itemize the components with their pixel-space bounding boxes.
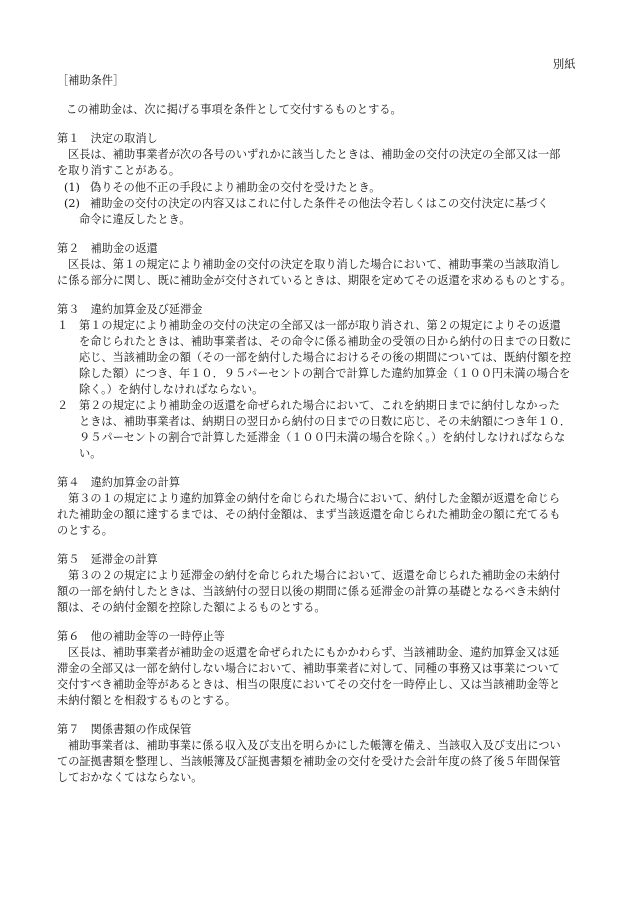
intro-text: この補助金は、次に掲げる事項を条件として交付するものとする。	[66, 103, 402, 116]
attachment-label: 別紙	[553, 58, 576, 71]
section-6-line-4: 未納付額とを相殺するものとする。	[57, 694, 237, 707]
section-3-item-2-line-3: ９５パーセントの割合で計算した延滞金（１００円未満の場合を除く。）を納付しなければならな	[79, 431, 566, 444]
section-4-title: 第４ 違約加算金の計算	[57, 476, 181, 489]
section-6-line-3: 交付すべき補助金等があるときは、相当の限度においてその交付を一時停止し、又は当該補助金等と	[57, 678, 561, 691]
section-3-title: 第３ 違約加算金及び延滞金	[57, 303, 203, 316]
section-4-line-1: 第３の１の規定により違約加算金の納付を命じられた場合において、納付した金額が返還を命じら	[68, 492, 561, 505]
conditions-heading: ［補助条件］	[57, 74, 125, 87]
section-3-item-1-line-2: を命じられたときは、補助事業者は、その命令に係る補助金の受領の日から納付の日までの日数に	[79, 335, 572, 348]
section-2-title: 第２ 補助金の返還	[57, 242, 158, 255]
section-3-item-1-line-3: 応じ、当該補助金の額（その一部を納付した場合におけるその後の期間については、既納付額を控	[79, 351, 572, 364]
section-7-title: 第７ 関係書類の作成保管	[57, 723, 192, 736]
section-3-item-1-line-5: 除く。）を納付しなければならない。	[79, 383, 264, 396]
section-1-line-1: 区長は、補助事業者が次の各号のいずれかに該当したときは、補助金の交付の決定の全部又は一部	[68, 148, 561, 161]
section-1-line-2: を取り消すことがある。	[57, 164, 181, 177]
section-4-line-2: れた補助金の額に達するまでは、その納付金額は、まず当該返還を命じられた補助金の額に充てるも	[57, 508, 561, 521]
section-1-item-1-text: 偽りその他不正の手段により補助金の交付を受けたとき。	[90, 181, 381, 194]
section-1-item-2-line-1: 補助金の交付の決定の内容又はこれに付した条件その他法令若しくはこの交付決定に基づく	[90, 197, 549, 210]
section-4-line-3: のとする。	[57, 524, 113, 537]
section-7-line-3: しておかなくてはならない。	[57, 771, 203, 784]
section-1-item-2-line-2: 命令に違反したとき。	[79, 213, 191, 226]
section-3-item-1-line-1: 第１の規定により補助金の交付の決定の全部又は一部が取り消され、第２の規定によりその返還	[79, 319, 561, 332]
section-3-item-2-line-2: ときは、補助事業者は、納期日の翌日から納付の日までの日数に応じ、その未納額につき年１０．	[79, 415, 572, 428]
section-5-title: 第５ 延滞金の計算	[57, 553, 158, 566]
section-7-line-2: ての証拠書類を整理し、当該帳簿及び証拠書類を補助金の交付を受けた会計年度の終了後５年間保管	[57, 755, 561, 768]
section-7-line-1: 補助事業者は、補助事業に係る収入及び支出を明らかにした帳簿を備え、当該収入及び支出につい	[68, 739, 561, 752]
section-6-title: 第６ 他の補助金等の一時停止等	[57, 630, 225, 643]
section-3-item-2-line-4: い。	[79, 447, 102, 460]
section-5-line-1: 第３の２の規定により延滞金の納付を命じられた場合において、返還を命じられた補助金の未納付	[68, 569, 561, 582]
section-6-line-2: 滞金の全部又は一部を納付しない場合において、補助事業者に対して、同種の事務又は事業について	[57, 662, 560, 675]
section-1-title: 第１ 決定の取消し	[57, 132, 158, 145]
section-5-line-3: 額は、その納付金額を控除した額によるものとする。	[57, 601, 326, 614]
section-1-item-1-label: (1)	[64, 181, 80, 194]
section-2-line-1: 区長は、第１の規定により補助金の交付の決定を取り消した場合において、補助事業の当該取消し	[68, 258, 561, 271]
section-6-line-1: 区長は、補助事業者が補助金の返還を命ぜられたにもかかわらず、当該補助金、違約加算金又は延	[68, 646, 560, 659]
section-3-item-2-label: ２	[57, 399, 69, 412]
section-1-item-2-label: (2)	[64, 197, 80, 210]
section-5-line-2: 額の一部を納付したときは、当該納付の翌日以後の期間に係る延滞金の計算の基礎となるべき未納付	[57, 585, 561, 598]
section-3-item-1-line-4: 除した額）につき、年１０．９５パーセントの割合で計算した違約加算金（１００円未満の場合を	[79, 367, 571, 380]
section-3-item-1-label: １	[57, 319, 69, 332]
section-3-item-2-line-1: 第２の規定により補助金の返還を命ぜられた場合において、これを納期日までに納付しなかった	[79, 399, 560, 412]
section-2-line-2: に係る部分に関し、既に補助金が交付されているときは、期限を定めてその返還を求めるものとする。	[57, 274, 572, 287]
